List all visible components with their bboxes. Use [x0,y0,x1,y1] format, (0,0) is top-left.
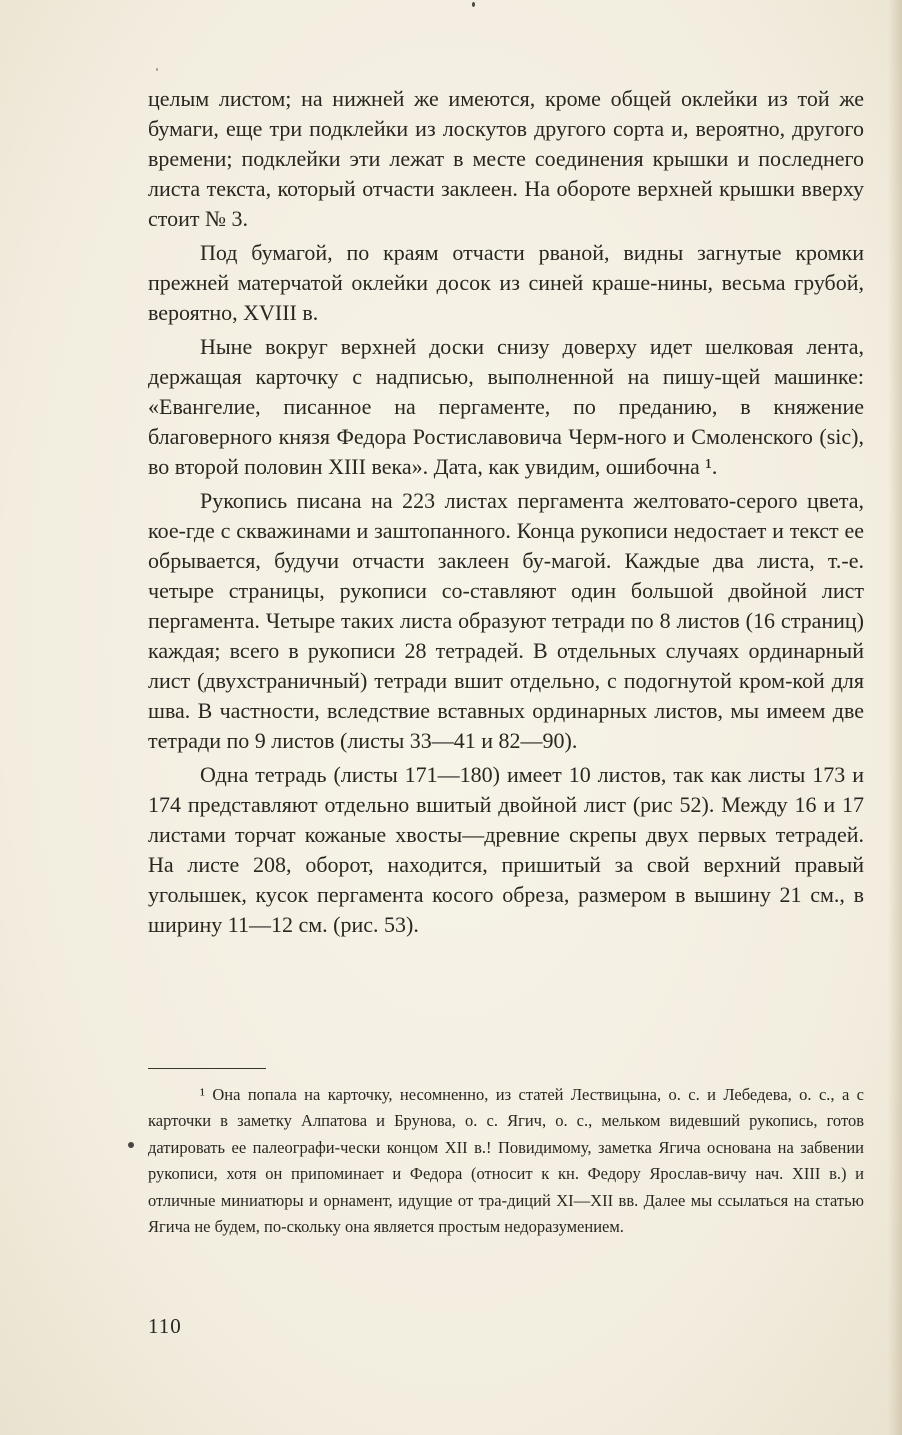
footnote-separator [148,1068,266,1069]
main-text [148,84,864,940]
paragraph-5: Одна тетрадь (листы 171—180) имеет 10 листов, так как листы 173 и 174 представляют отдельно вшитый двойной лист (рис 52). Между 16 и 17 листами торчат кожаные хвосты—древние скрепы двух первых тетрадей. На листе 208, оборот, находится, пришитый за свой верхний правый уголышек, кусок пергамента косого обреза, размером в вышину 21 см., в ширину 11—12 см. (рис. 53). [148,762,864,937]
paragraph-1: целым листом; на нижней же имеются, кроме общей оклейки из той же бумаги, еще три подклейки из лоскутов другого сорта и, вероятно, другого времени; подклейки эти лежат в месте соединения крышки и последнего листа текста, который отчасти заклеен. На обороте верхней крышки вверху стоит № 3. [148,86,864,231]
page-edge-shadow [888,0,902,1435]
paragraph-4: Рукопись писана на 223 листах пергамента желтовато-серого цвета, кое-где с скважинами и заштопанного. Конца рукописи недостает и текст ее обрывается, будучи отчасти заклеен бу-магой. Каждые два листа, т.-е. четыре страницы, рукописи со-ставляют один большой двойной лист пергамента. Четыре таких листа образуют тетради по 8 листов (16 страниц) каждая; всего в рукописи 28 тетрадей. В отдельных случаях ординарный лист (двухстраничный) тетради вшит отдельно, с подогнутой кром-кой для шва. В частности, вследствие вставных ординарных листов, мы имеем две тетради по 9 листов (листы 33—41 и 82—90). [148,488,864,753]
ink-speck [472,2,475,7]
paragraph-3: Ныне вокруг верхней доски снизу доверху идет шелковая лента, держащая карточку с надписью, выполненной на пишу-щей машинке: «Евангелие, писанное на пергаменте, по преданию, в княжение благоверного князя Федора Ростиславовича Черм-ного и Смоленского (sic), во второй половин XIII века». Дата, как увидим, ошибочна ¹. [148,334,864,479]
ink-speck [128,1142,134,1148]
paragraph-2: Под бумагой, по краям отчасти рваной, видны загнутые кромки прежней матерчатой оклейки досок из синей краше-нины, весьма грубой, вероятно, XVIII в. [148,240,864,325]
footnote: ¹ Она попала на карточку, несомненно, из статей Лествицына, о. с. и Лебедева, о. с., а с карточки в заметку Алпатова и Брунова, о. с. Ягич, о. с., мельком видевший рукопись, готов датировать ее палеографи-чески концом XII в.! Повидимому, заметка Ягича основана на забвении рукописи, хотя он припоминает и Федора (относит к кн. Федору Ярослав-вичу нач. XIII в.) и отличные миниатюры и орнамент, идущие от тра-диций XI—XII вв. Далее мы ссылаться на статью Ягича не будем, по-скольку она является простым недоразумением. [148,1085,864,1237]
page-number: 110 [148,1314,182,1338]
ink-speck [156,68,158,71]
